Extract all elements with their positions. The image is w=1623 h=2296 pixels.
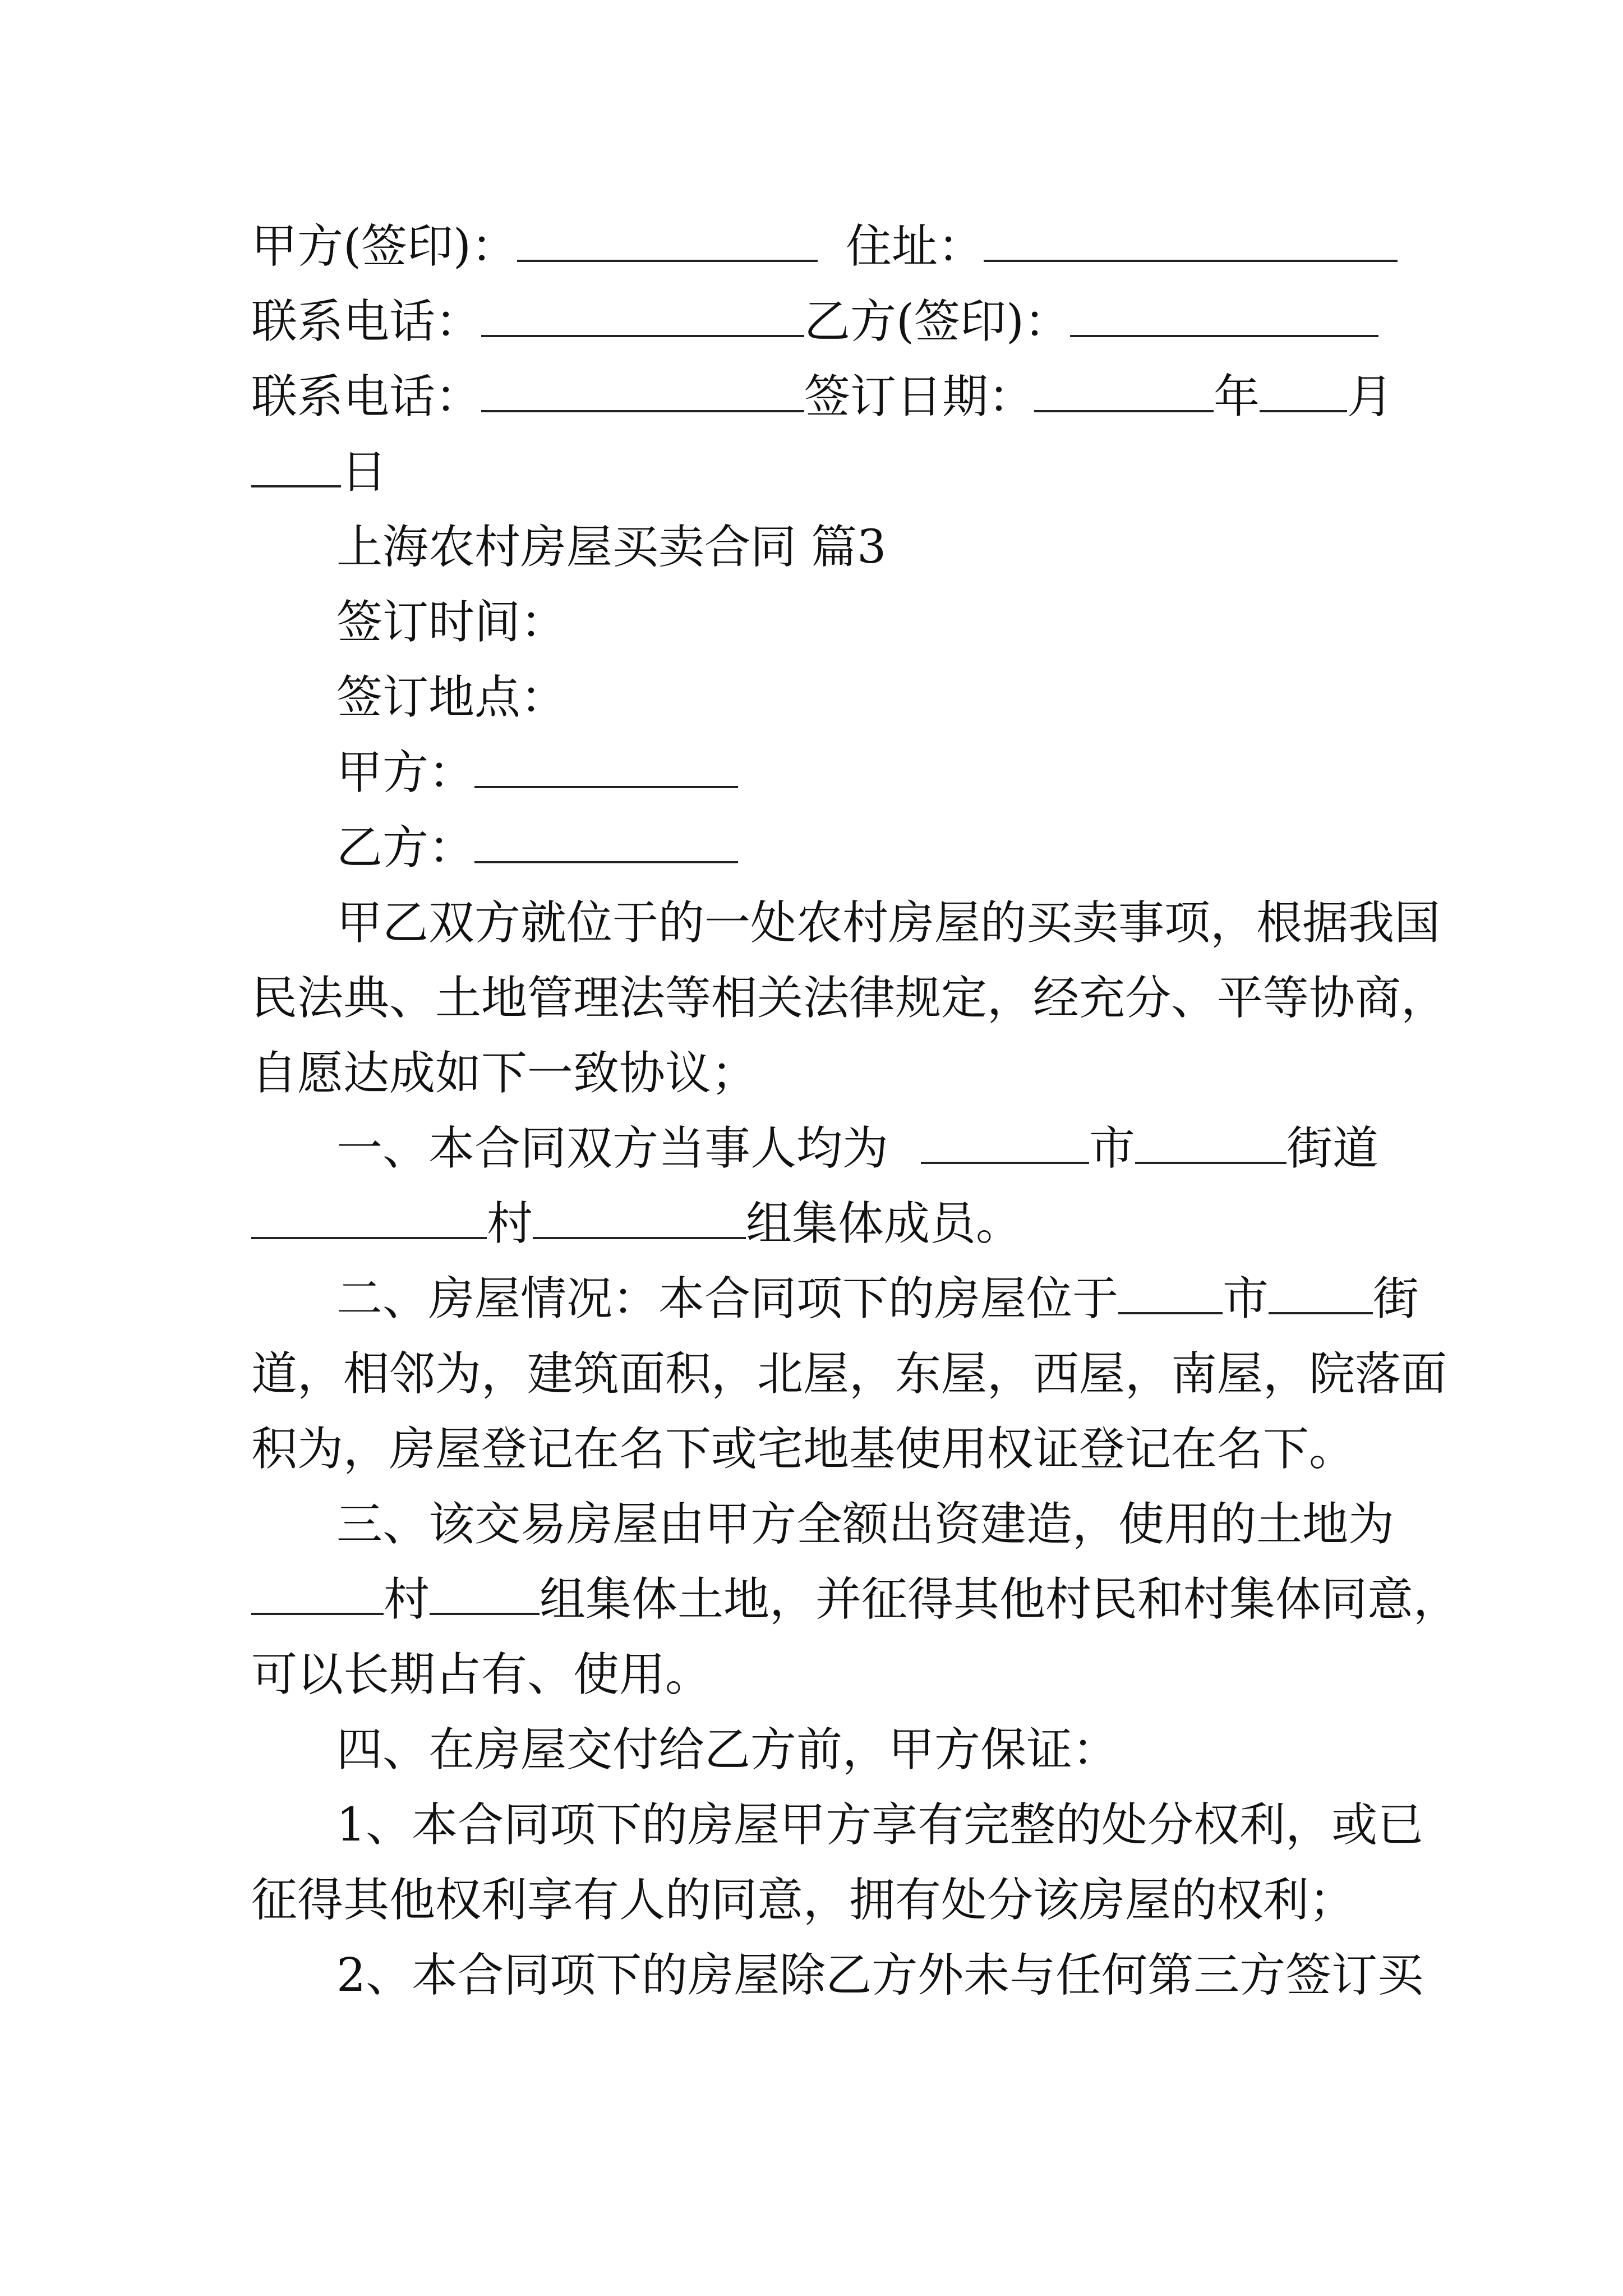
clause4-item1-line-2: 征得其他权利享有人的同意，拥有处分该房屋的权利； <box>251 1874 1355 1927</box>
contract-title: 上海农村房屋买卖合同 篇3 <box>336 521 887 574</box>
year-label: 年 <box>1214 370 1260 424</box>
clause1-city: 市 <box>1089 1122 1135 1175</box>
month-blank[interactable] <box>1260 371 1347 412</box>
day-label: 日 <box>341 445 388 499</box>
party-b-sign-label: 乙方(签印)： <box>804 295 1070 348</box>
party-b-sign-blank[interactable] <box>1070 296 1378 337</box>
clause3-line-1: 三、该交易房屋由甲方全额出资建造，使用的土地为 <box>336 1498 1395 1551</box>
clause3-village-blank[interactable] <box>251 1573 384 1615</box>
clause3-line-3: 可以长期占有、使用。 <box>251 1648 712 1701</box>
clause3-group-blank[interactable] <box>430 1573 540 1615</box>
year-blank[interactable] <box>1034 371 1214 412</box>
clause1-village-blank[interactable] <box>251 1198 487 1239</box>
clause1-suffix: 组集体成员。 <box>746 1197 1022 1250</box>
signature-line-2 <box>251 284 1378 360</box>
clause2-street-blank[interactable] <box>1269 1273 1373 1314</box>
address-blank[interactable] <box>984 220 1398 262</box>
clause2-city: 市 <box>1223 1272 1269 1326</box>
address-label: 住址： <box>845 220 984 273</box>
signature-line-4 <box>251 434 1378 510</box>
signature-line-1 <box>251 209 1378 285</box>
clause3-village: 村 <box>384 1573 430 1626</box>
clause1-street: 街道 <box>1286 1122 1378 1175</box>
day-blank[interactable] <box>251 446 341 487</box>
party-a-line <box>251 735 1378 811</box>
clause3-line-2 <box>251 1562 1460 1638</box>
party-a-sign-label: 甲方(签印)： <box>251 220 517 273</box>
clause1-line-2 <box>251 1186 1378 1262</box>
clause1-line-1 <box>251 1111 1378 1187</box>
party-a-blank[interactable] <box>474 747 738 788</box>
clause1-village: 村 <box>487 1197 533 1250</box>
party-a-label: 甲方： <box>336 746 475 799</box>
phone-label-1: 联系电话： <box>251 295 482 348</box>
party-b-line <box>251 810 1378 886</box>
clause2-street-char: 街 <box>1373 1272 1419 1326</box>
clause1-group-blank[interactable] <box>533 1198 746 1239</box>
clause1-city-blank[interactable] <box>921 1122 1089 1164</box>
sign-time-label: 签订时间： <box>336 596 567 649</box>
clause2-line-2: 道，相邻为，建筑面积，北屋，东屋，西屋，南屋，院落面 <box>251 1347 1447 1401</box>
clause2-line-3: 积为，房屋登记在名下或宅地基使用权证登记在名下。 <box>251 1423 1355 1476</box>
month-label: 月 <box>1347 370 1394 424</box>
sign-date-label: 签订日期： <box>804 370 1035 424</box>
signature-line-3 <box>251 359 1394 435</box>
clause2-line-1 <box>251 1261 1419 1337</box>
party-b-label: 乙方： <box>336 821 475 875</box>
clause2-city-blank[interactable] <box>1118 1273 1223 1314</box>
phone-blank-2[interactable] <box>481 371 804 412</box>
clause2-prefix: 二、房屋情况：本合同项下的房屋位于 <box>336 1272 1119 1326</box>
sign-place-label: 签订地点： <box>336 671 567 724</box>
clause3-group-rest: 组集体土地，并征得其他村民和村集体同意， <box>540 1573 1460 1626</box>
phone-label-2: 联系电话： <box>251 370 482 424</box>
preamble-line-3: 自愿达成如下一致协议； <box>251 1047 758 1100</box>
clause4-item2-line-1: 2、本合同项下的房屋除乙方外未与任何第三方签订买 <box>336 1949 1424 2002</box>
clause4-heading: 四、在房屋交付给乙方前，甲方保证： <box>336 1723 1119 1777</box>
clause4-item1-line-1: 1、本合同项下的房屋甲方享有完整的处分权利，或已 <box>336 1798 1424 1852</box>
party-b-blank[interactable] <box>474 822 738 863</box>
preamble-line-1: 甲乙双方就位于的一处农村房屋的买卖事项，根据我国 <box>336 896 1441 950</box>
party-a-sign-blank[interactable] <box>517 220 818 262</box>
clause1-street-blank[interactable] <box>1135 1122 1287 1164</box>
clause1-prefix: 一、本合同双方当事人均为 <box>336 1122 889 1175</box>
phone-blank-1[interactable] <box>481 296 804 337</box>
preamble-line-2: 民法典、土地管理法等相关法律规定，经充分、平等协商， <box>251 972 1447 1025</box>
